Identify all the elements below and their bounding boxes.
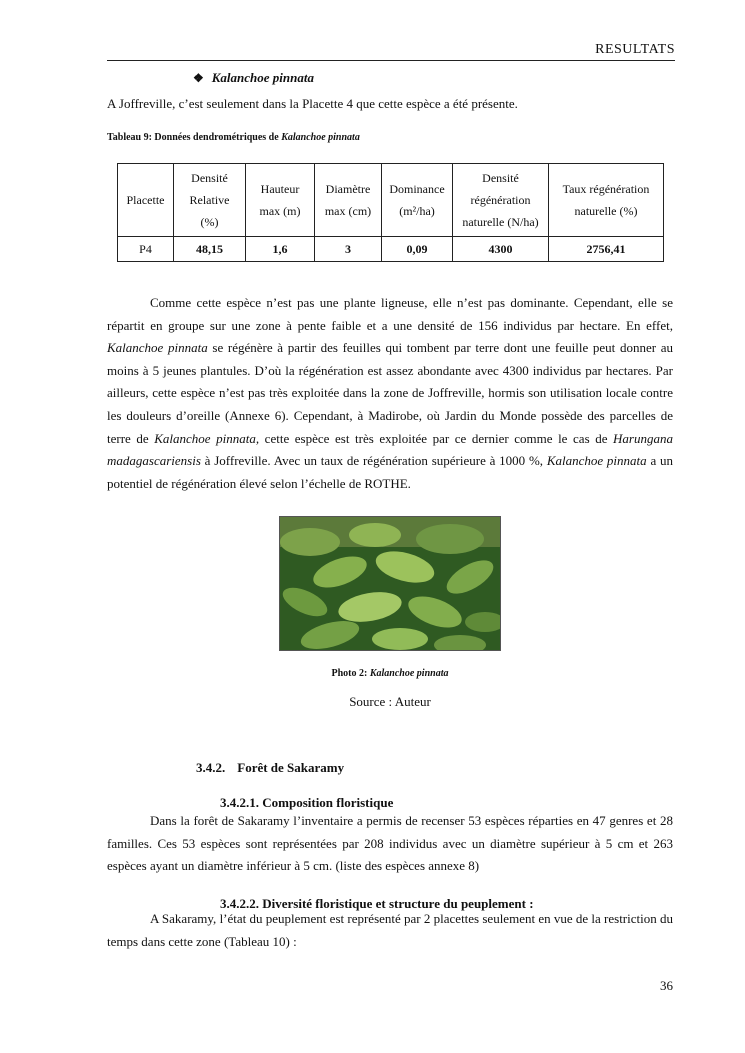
header-dominance: Dominance (m²/ha) — [382, 164, 453, 237]
cell-taux-regeneration: 2756,41 — [549, 237, 664, 262]
cell-dominance: 0,09 — [382, 237, 453, 262]
diversity-paragraph: A Sakaramy, l’état du peuplement est représenté par 2 placettes seulement en vue de la restriction du temps dans cette zone (Tableau 10) : — [107, 911, 673, 949]
header-section-title: RESULTATS — [595, 42, 675, 57]
plant-photo — [279, 516, 501, 651]
intro-sentence: A Joffreville, c’est seulement dans la Placette 4 que cette espèce a été présente. — [107, 96, 518, 111]
cell-densite-relative: 48,15 — [174, 237, 246, 262]
species-heading — [193, 70, 314, 86]
photo-caption: Photo 2: Kalanchoe pinnata — [331, 668, 449, 679]
header-placette: Placette — [118, 164, 174, 237]
composition-paragraph: Dans la forêt de Sakaramy l’inventaire a permis de recenser 53 espèces réparties en 47 genres et 28 familles. Ces 53 espèces sont représentées par 208 individus avec un diamètre supérieur à 5 cm et 263 espèces ayant un diamètre inférieur à 5 cm. (liste des espèces annexe 8) — [107, 813, 673, 874]
cell-densite-regeneration: 4300 — [453, 237, 549, 262]
page-header — [107, 42, 675, 61]
section-heading-3-4-2-2: 3.4.2.2. Diversité floristique et structure du peuplement : — [220, 896, 534, 911]
header-diametre: Diamètre max (cm) — [315, 164, 382, 237]
header-hauteur: Hauteur max (m) — [246, 164, 315, 237]
species-name: Kalanchoe pinnata — [211, 70, 314, 85]
table-row — [118, 237, 664, 262]
discussion-paragraph: Comme cette espèce n’est pas une plante ligneuse, elle n’est pas dominante. Cependant, elle se répartit en groupe sur une zone à pente faible et a une densité de 156 individus par hectare. En effet, Kalanchoe pinnata se régénère à partir des feuilles qui tombent par terre dont une feuille peut donner au moins à 5 jeunes plantules. D’où la régénération est assez abondante avec 4300 individus par hectares. Par ailleurs, cette espèce n’est pas très exploitée dans la zone de Joffreville, hormis son utilisation locale contre les douleurs d’oreille (Annexe 6). Cependant, à Madirobe, où Jardin du Monde possède des parcelles de terre de Kalanchoe pinnata, cette espèce est très exploitée par ce dernier comme le cas de Harungana madagascariensis à Joffreville. Avec un taux de régénération supérieure à 1000 %, Kalanchoe pinnata a un potentiel de régénération élevé selon l’échelle de ROTHE. — [107, 295, 673, 491]
section-heading-3-4-2: 3.4.2. Forêt de Sakaramy — [196, 760, 345, 775]
diamond-bullet-icon: ❖ — [193, 71, 204, 85]
header-densite-relative: Densité Relative (%) — [174, 164, 246, 237]
header-taux-regeneration: Taux régénération naturelle (%) — [549, 164, 664, 237]
cell-placette: P4 — [118, 237, 174, 262]
dendrometric-table — [117, 163, 664, 262]
table-caption — [107, 132, 360, 143]
table-caption-prefix: Tableau 9: Données dendrométriques de — [107, 132, 282, 143]
cell-hauteur: 1,6 — [246, 237, 315, 262]
table-caption-species: Kalanchoe pinnata — [281, 132, 360, 143]
section-heading-3-4-2-1: 3.4.2.1. Composition floristique — [220, 795, 394, 810]
table-header-row — [118, 164, 664, 237]
photo-source: Source : Auteur — [349, 694, 431, 709]
header-densite-regeneration: Densité régénération naturelle (N/ha) — [453, 164, 549, 237]
page-number: 36 — [660, 978, 673, 993]
leaves-image-icon — [280, 517, 500, 650]
cell-diametre: 3 — [315, 237, 382, 262]
